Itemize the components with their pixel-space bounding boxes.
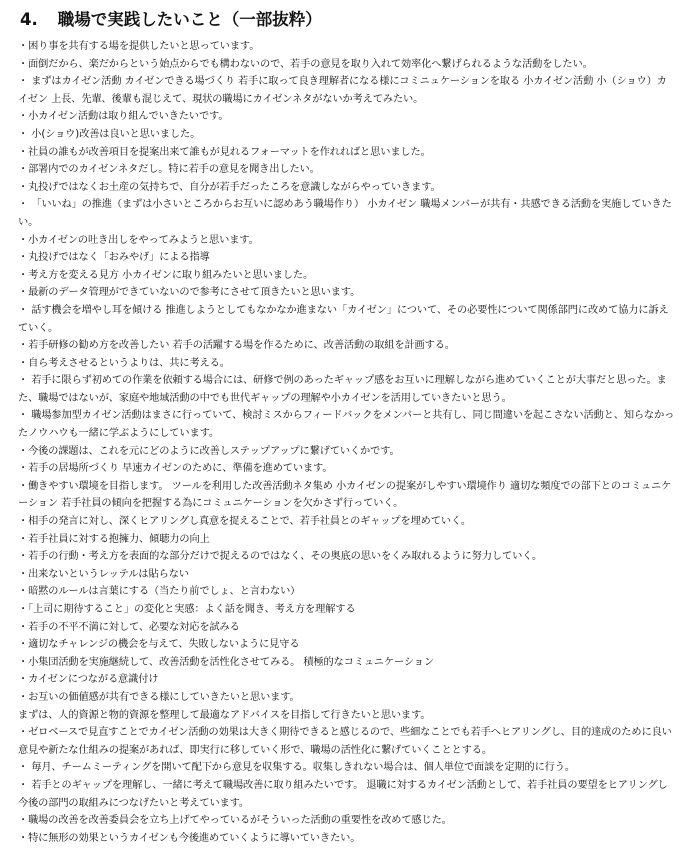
list-item: ・若手の行動・考え方を表面的な部分だけで捉えるのではなく、その奥底の思いをくみ取れるように努力していく。 bbox=[18, 551, 543, 563]
list-item: ・面倒だから、楽だからという始点からでも構わないので、若手の意見を取り入れて効率化へ繋げられるような活動をしたい。 bbox=[18, 58, 593, 70]
list-item: ・ 話す機会を増やし耳を傾ける 推進しようとしてもなかなか進まない「カイゼン」について、その必要性について関係部門に改めて協力に訴えていく。 bbox=[18, 304, 669, 334]
list-item: ・ 小(ショウ)改善は良いと思いました。 bbox=[18, 128, 201, 140]
list-item: ・職場の改善を改善委員会を立ち上げてやっているがそういった活動の重要性を改めて感じた。 bbox=[18, 815, 452, 827]
list-item: ・暗黙のルールは言葉にする（当たり前でしょ、と言わない） bbox=[18, 586, 301, 598]
section-title: 職場で実践したいこと（一部抜粋） bbox=[57, 10, 322, 29]
list-item: ・若手の不平不満に対して、必要な対応を試みる bbox=[18, 621, 240, 633]
list-item: ・丸投げではなく「おみやげ」による指導 bbox=[18, 252, 210, 264]
list-item: ・考え方を変える見方 小カイゼンに取り組みたいと思いました。 bbox=[18, 269, 314, 281]
list-item: ・小集団活動を実施継続して、改善活動を活性化させてみる。 積極的なコミュニケーション bbox=[18, 656, 434, 668]
list-item: ・働きやすい環境を目指します。 ツールを利用した改善活動ネタ集め 小カイゼンの提案がしやすい環境作り 適切な頻度での部下とのコミュニケーション 若手社員の傾向を把握する為にコミュニケーションを欠かさず行っていく。 bbox=[18, 480, 672, 510]
list-item: ・困り事を共有する場を提供したいと思っています。 bbox=[18, 41, 260, 52]
list-item: ・社員の誰もが改善項目を提案出来て誰もが見れるフォーマットを作れればと思いました。 bbox=[18, 146, 431, 158]
list-item: ・お互いの価値感が共有できる様にしていきたいと思います。 bbox=[18, 691, 300, 703]
list-item: ・今後の課題は、これを元にどのように改善しステップアップに繋げていくかです。 bbox=[18, 445, 400, 457]
list-item: ・相手の発言に対し、深くヒアリングし真意を捉えることで、若手社員とのギャップを埋めていく。 bbox=[18, 516, 471, 528]
list-item: ・丸投げではなくお土産の気持ちで、自分が若手だったころを意識しながらやっていきます。 bbox=[18, 181, 441, 193]
list-item: ・ゼロベースで見直すことでカイゼン活動の効果は大きく期待できると感じるので、些細なことでも若手へヒアリングし、目的達成のために良い意見や新たな仕組みの提案があれば、即実行に移していく形で、職場の活性化に繋げていくこととする。 bbox=[18, 727, 672, 756]
list-item: ・若手社員に対する抱擁力、傾聴力の向上 bbox=[18, 533, 210, 545]
list-item: ・ 職場参加型カイゼン活動はまさに行っていて、検討ミスからフィードバックをメンバーと共有し、同じ間違いを起こさない活動と、知らなかったノウハウも一緒に学ぶようにしています。 bbox=[18, 410, 675, 440]
list-item: ・適切なチャレンジの機会を与えて、失敗しないように見守る bbox=[18, 639, 300, 651]
list-item: ・「上司に期待すること」の変化と実感：よく話を聞き、考え方を理解する bbox=[18, 604, 356, 615]
list-item: ・部署内でのカイゼンネタだし。特に若手の意見を聞き出したい。 bbox=[18, 164, 320, 176]
list-item: ・カイゼンにつながる意識付け bbox=[18, 674, 159, 686]
list-item: ・特に無形の効果というカイゼンも今後進めていくように導いていきたい。 bbox=[18, 832, 361, 844]
section-number: 4. bbox=[20, 10, 38, 29]
list-item: ・ 若手とのギャップを理解し、一緒に考えて職場改善に取り組みたいです。 退職に対するカイゼン活動として、若手社員の要望をヒアリングし今後の部門の取組みにつなげたいと考えています。 bbox=[18, 779, 668, 809]
list-item: ・小カイゼン活動は取り組んでいきたいです。 bbox=[18, 111, 229, 123]
list-item: ・ 毎月、チームミーティングを開いて配下から意見を収集する。収集しきれない場合は、個人単位で面談を定期的に行う。 bbox=[18, 762, 575, 774]
item-list bbox=[18, 38, 676, 847]
list-item: ・出来ないというレッテルは貼らない bbox=[18, 568, 189, 580]
list-item: ・ まずはカイゼン活動 カイゼンできる場づくり 若手に取って良き理解者になる様にコミニュケーションを取る 小カイゼン活動 小（ショウ）カイゼン 上長、先輩、後輩も混じえて、現状の職場にカイゼンネタがないか考えてみたい。 bbox=[18, 76, 667, 105]
list-item: ・最新のデータ管理ができていないので参考にさせて頂きたいと思います。 bbox=[18, 287, 361, 299]
section-heading bbox=[20, 6, 676, 32]
list-item: ・ 若手に限らず初めての作業を依頼する場合には、研修で例のあったギャップ感をお互いに理解しながら進めていくことが大事だと思った。また、職場ではないが、家庭や地域活動の中でも世代ギャップの理解や小カイゼンを活用していきたいと思う。 bbox=[18, 375, 667, 404]
list-item: ・小カイゼンの吐き出しをやってみようと思います。 bbox=[18, 234, 259, 246]
list-item: ・若手の居場所づくり 早速カイゼンのために、準備を進めています。 bbox=[18, 463, 333, 475]
list-item: ・ 「いいね」の推進（まずは小さいところからお互いに認めあう職場作り） 小カイゼン 職場メンバーが共有・共感できる活動を実施していきたい。 bbox=[18, 199, 672, 228]
list-item: まずは、人的資源と物的資源を整理して最適なアドバイスを目指して行きたいと思います。 bbox=[18, 709, 431, 721]
list-item: ・若手研修の勧め方を改善したい 若手の活躍する場を作るために、改善活動の取組を計画する。 bbox=[18, 340, 455, 352]
list-item: ・自ら考えさせるというよりは、共に考える。 bbox=[18, 357, 230, 369]
